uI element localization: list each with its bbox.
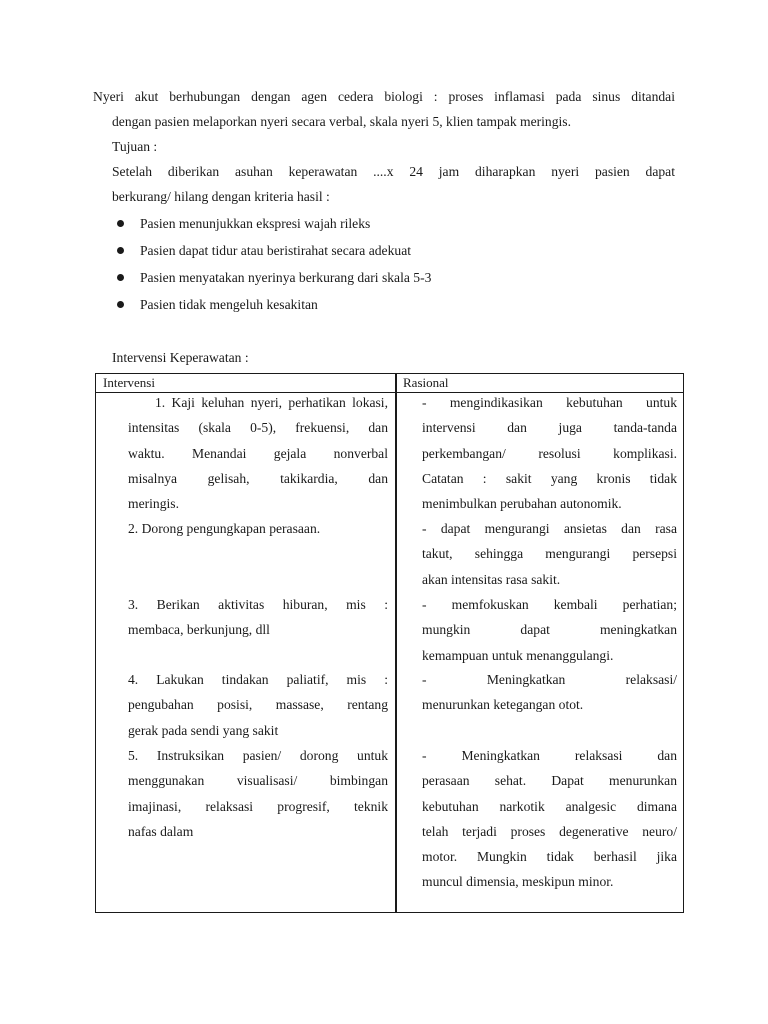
intervensi-cell-4: 4. Lakukan tindakan paliatif, mis : pengubahan posisi, massase, rentang gerak pada sendi yang sakit	[128, 672, 388, 738]
rasional-cell-5: - Meningkatkan relaksasi dan perasaan sehat. Dapat menurunkan kebutuhan narkotik analgesic dimana telah terjadi proses degenerative neuro/ motor. Mungkin tidak berhasil jika muncul dimensia, meskipun minor.	[422, 748, 677, 890]
bullet-icon	[117, 274, 124, 281]
criteria-list	[113, 211, 673, 319]
intervensi-cell-1: 1. Kaji keluhan nyeri, perhatikan lokasi, intensitas (skala 0-5), frekuensi, dan waktu. Menandai gejala nonverbal misalnya gelisah, takikardia, dan meringis.	[128, 395, 388, 512]
criteria-item: Pasien tidak mengeluh kesakitan	[113, 292, 673, 319]
diagnosis-line: Nyeri akut berhubungan dengan agen cedera biologi : proses inflamasi pada sinus ditandai	[93, 89, 675, 104]
rasional-cell-3: - memfokuskan kembali perhatian; mungkin dapat meningkatkan kemampuan untuk menanggulangi.	[422, 597, 677, 663]
header-rasional: Rasional	[403, 375, 449, 390]
tujuan-heading: Tujuan :	[112, 139, 158, 154]
intervensi-cell-3: 3. Berikan aktivitas hiburan, mis : membaca, berkunjung, dll	[128, 597, 388, 638]
intervensi-cell-5: 5. Instruksikan pasien/ dorong untuk menggunakan visualisasi/ bimbingan imajinasi, relaksasi progresif, teknik nafas dalam	[128, 748, 388, 839]
rasional-cell-2: - dapat mengurangi ansietas dan rasa takut, sehingga mengurangi persepsi akan intensitas rasa sakit.	[422, 521, 677, 587]
bullet-icon	[117, 220, 124, 227]
criteria-item: Pasien menyatakan nyerinya berkurang dari skala 5-3	[113, 265, 673, 292]
bullet-icon	[117, 247, 124, 254]
header-intervensi: Intervensi	[103, 375, 155, 390]
column-divider	[395, 374, 397, 912]
intervention-table	[95, 373, 684, 913]
rasional-cell-4: - Meningkatkan relaksasi/ menurunkan ketegangan otot.	[422, 672, 677, 713]
tujuan-line: berkurang/ hilang dengan kriteria hasil :	[112, 189, 330, 204]
bullet-icon	[117, 301, 124, 308]
rasional-cell-1: - mengindikasikan kebutuhan untuk intervensi dan juga tanda-tanda perkembangan/ resolusi komplikasi. Catatan : sakit yang kronis tidak menimbulkan perubahan autonomik.	[422, 395, 677, 512]
intervensi-cell-2: 2. Dorong pengungkapan perasaan.	[128, 521, 321, 536]
tujuan-paragraph	[112, 159, 675, 209]
tujuan-line: Setelah diberikan asuhan keperawatan ....x 24 jam diharapkan nyeri pasien dapat	[112, 164, 675, 179]
criteria-item: Pasien menunjukkan ekspresi wajah rileks	[113, 211, 673, 238]
criteria-item: Pasien dapat tidur atau beristirahat secara adekuat	[113, 238, 673, 265]
intervensi-heading: Intervensi Keperawatan :	[112, 350, 249, 365]
diagnosis-paragraph	[93, 84, 675, 134]
diagnosis-line: dengan pasien melaporkan nyeri secara verbal, skala nyeri 5, klien tampak meringis.	[112, 114, 571, 129]
